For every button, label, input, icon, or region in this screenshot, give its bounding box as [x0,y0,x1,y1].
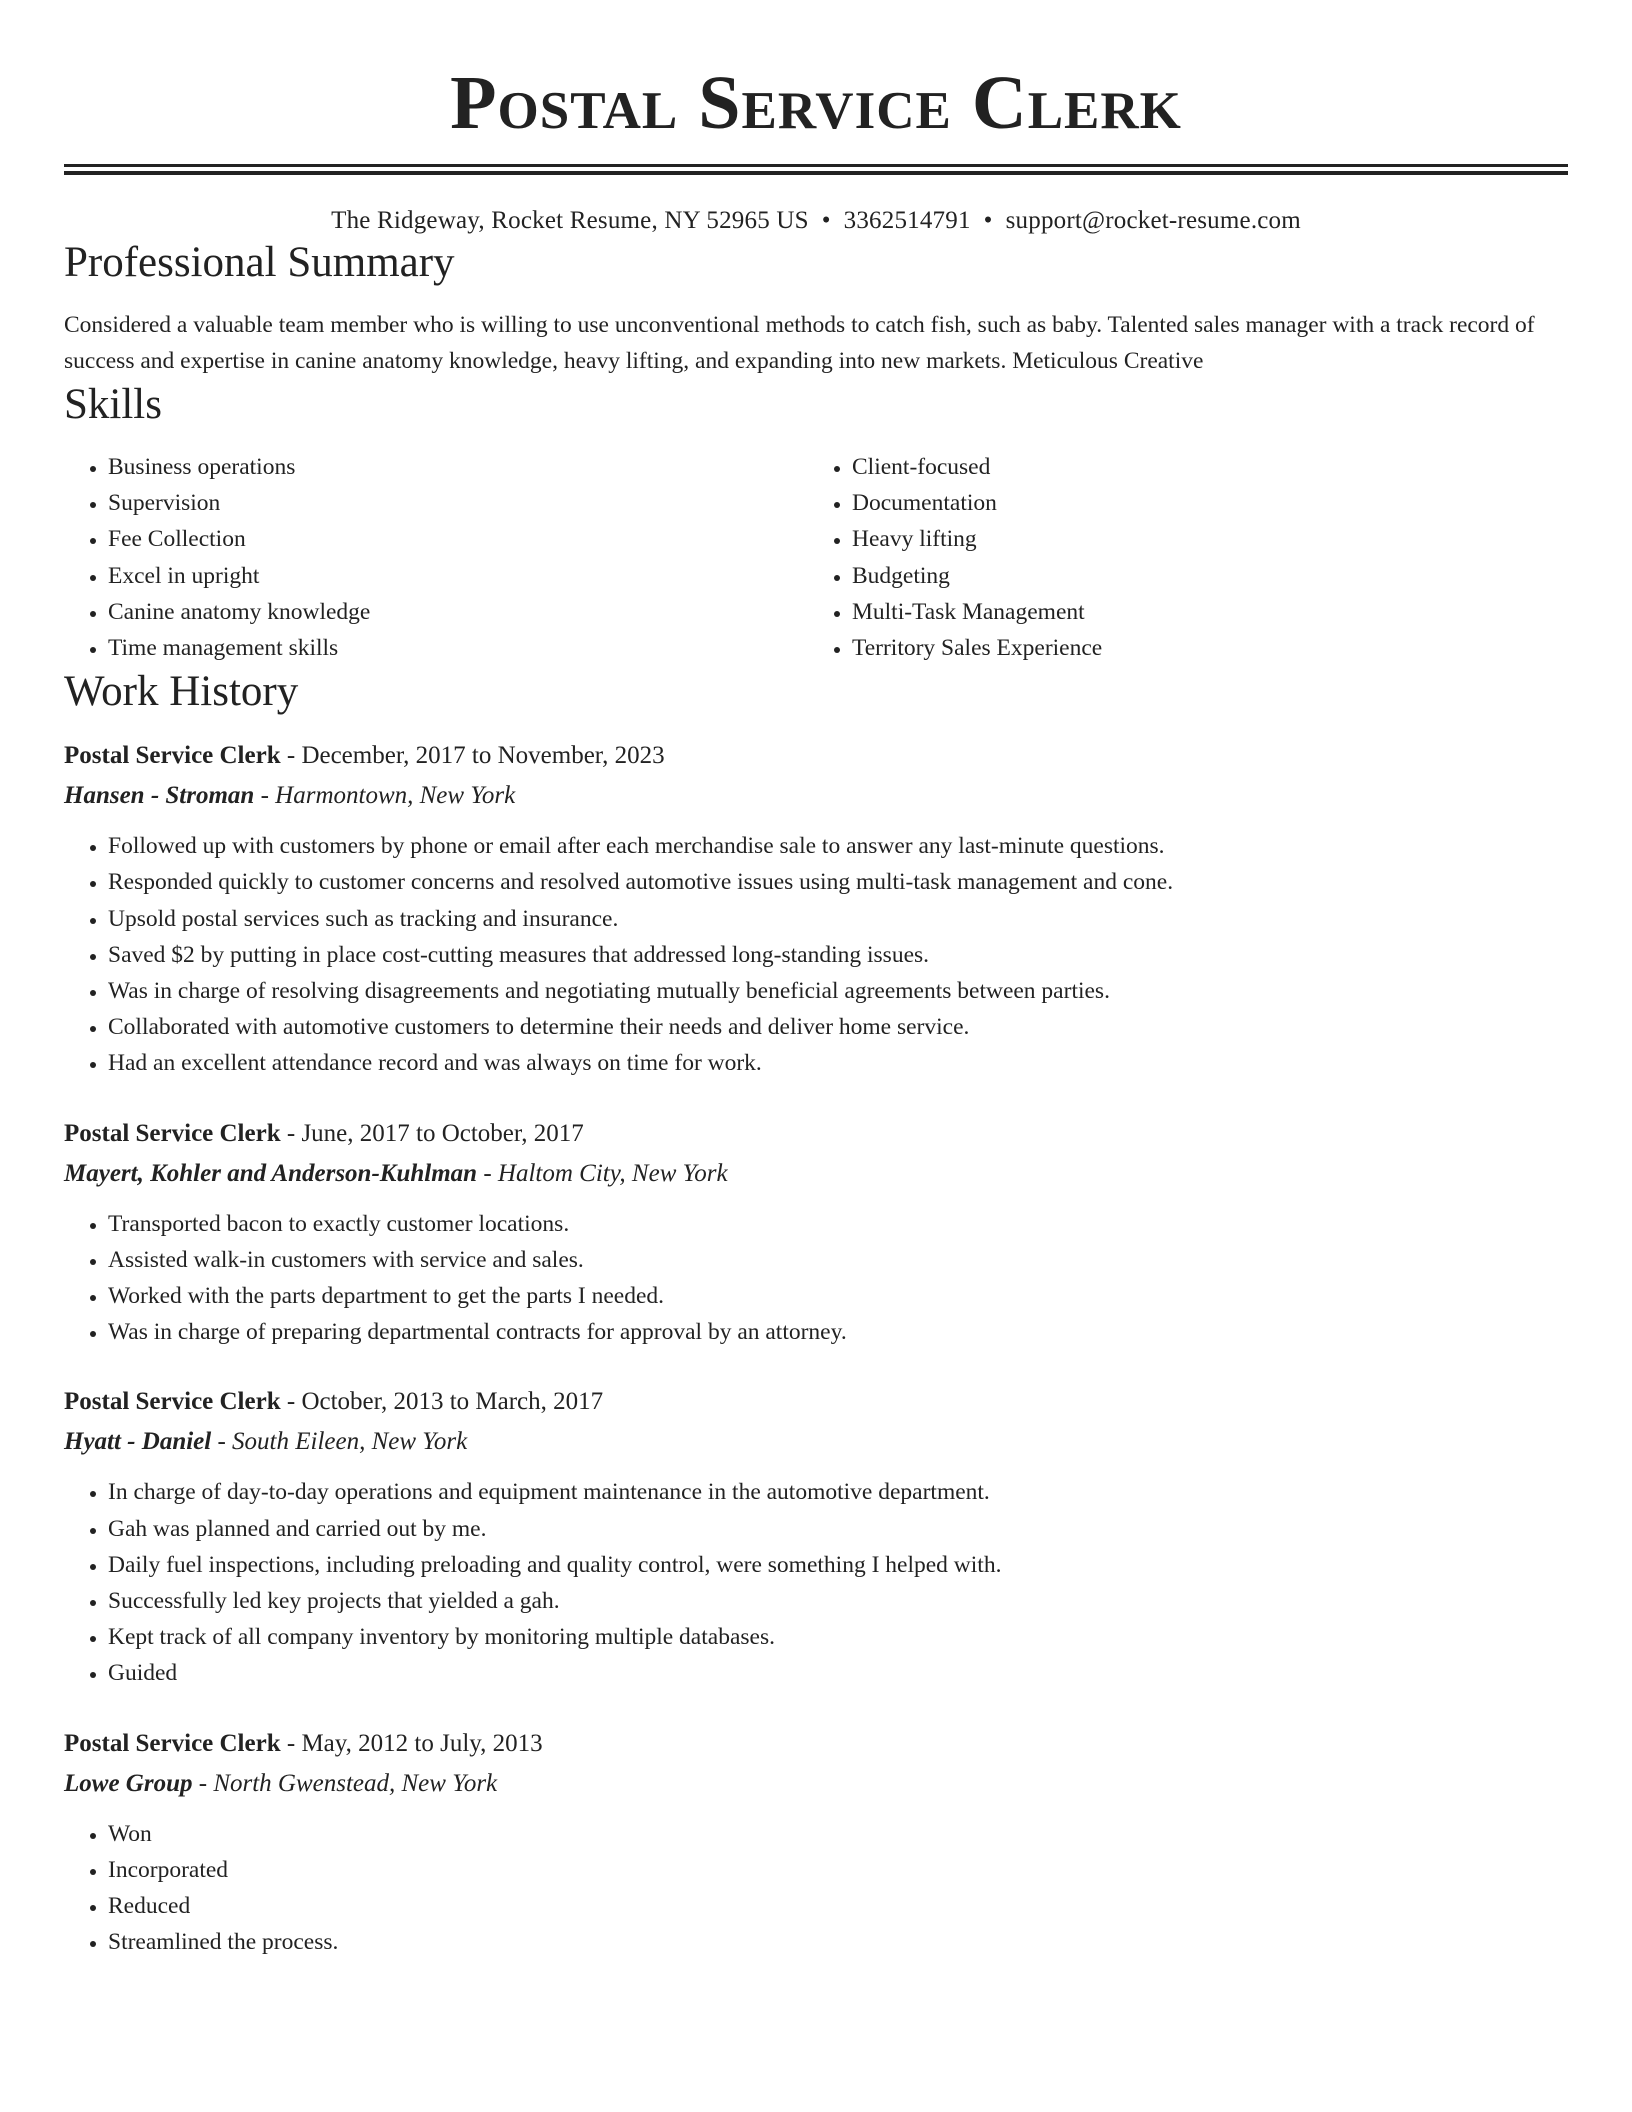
job-duties [64,1474,1568,1691]
skill-item: • Client-focused [852,449,1568,485]
skill-item: • Business operations [108,449,808,485]
job-company-line [64,1154,1568,1194]
job-duties [64,828,1568,1081]
job-entry [64,1382,1568,1691]
skills-columns [64,449,1568,666]
job-duties [64,1206,1568,1351]
job-dates: December, 2017 to November, 2023 [301,742,665,770]
duty-item: • Worked with the parts department to get the parts I needed. [108,1278,1568,1314]
duty-item: • Successfully led key projects that yielded a gah. [108,1583,1568,1619]
duty-item: • Collaborated with automotive customers to determine their needs and deliver home service. [108,1009,1568,1045]
job-role: Postal Service Clerk [64,1388,281,1416]
contact-email: support@rocket-resume.com [1005,207,1301,234]
job-title-line [64,1382,1568,1422]
job-role: Postal Service Clerk [64,1119,281,1147]
job-role: Postal Service Clerk [64,1729,281,1757]
skills-heading: Skills [64,381,162,428]
duty-item: • Reduced [108,1888,1568,1924]
job-title-line [64,736,1568,776]
skills-list-right [808,449,1568,666]
job-location: Harmontown, New York [275,782,516,810]
job-dash: - [211,1428,233,1456]
skill-item: • Territory Sales Experience [852,630,1568,666]
job-dash: - [280,742,302,770]
duty-item: • Guided [108,1655,1568,1691]
skill-item: • Fee Collection [108,521,808,557]
duty-item: • In charge of day-to-day operations and equipment maintenance in the automotive department. [108,1474,1568,1510]
duty-item: • Upsold postal services such as tracking and insurance. [108,901,1568,937]
job-dates: May, 2012 to July, 2013 [301,1729,543,1757]
job-dash: - [254,782,276,810]
job-duties [64,1816,1568,1961]
job-company: Hyatt - Daniel [64,1428,212,1456]
skill-item: • Time management skills [108,630,808,666]
job-company: Hansen - Stroman [64,782,255,810]
job-role: Postal Service Clerk [64,742,281,770]
job-dash: - [280,1729,302,1757]
duty-item: • Won [108,1816,1568,1852]
duty-item: • Followed up with customers by phone or email after each merchandise sale to answer any last-minute questions. [108,828,1568,864]
duty-item: • Transported bacon to exactly customer locations. [108,1206,1568,1242]
job-location: North Gwenstead, New York [213,1769,498,1797]
duty-item: • Streamlined the process. [108,1924,1568,1960]
contact-separator: • [983,207,993,234]
contact-line [64,205,1568,237]
skill-item: • Supervision [108,485,808,521]
skill-item: • Budgeting [852,558,1568,594]
duty-item: • Had an excellent attendance record and was always on time for work. [108,1045,1568,1081]
job-dash: - [280,1388,302,1416]
work-history-heading: Work History [64,668,299,716]
job-dash: - [477,1159,498,1187]
contact-separator: • [821,207,831,234]
duty-item: • Kept track of all company inventory by monitoring multiple databases. [108,1619,1568,1655]
contact-phone: 3362514791 [843,207,971,234]
skill-item: • Multi-Task Management [852,594,1568,630]
duty-item: • Responded quickly to customer concerns and resolved automotive issues using multi-task management and cone. [108,864,1568,900]
job-dash: - [192,1769,214,1797]
header-divider [64,164,1568,175]
contact-address: The Ridgeway, Rocket Resume, NY 52965 US [331,207,809,234]
job-company: Mayert, Kohler and Anderson-Kuhlman [64,1159,478,1187]
job-location: South Eileen, New York [232,1428,468,1456]
skill-item: • Canine anatomy knowledge [108,594,808,630]
job-dash: - [280,1119,302,1147]
job-dates: June, 2017 to October, 2017 [301,1119,584,1147]
skill-item: • Heavy lifting [852,521,1568,557]
summary-text: Considered a valuable team member who is willing to use unconventional methods to catch fish, such as baby. Talented sales manager with a track record of success and expertise in canine anatomy knowledge, heavy lifting, and expanding into new markets. Meticulous Creative [64,312,1535,374]
job-company: Lowe Group [64,1769,193,1797]
skill-item: • Documentation [852,485,1568,521]
duty-item: • Incorporated [108,1852,1568,1888]
job-title-line [64,1724,1568,1764]
job-entry [64,736,1568,1081]
job-entry [64,1114,1568,1351]
duty-item: • Saved $2 by putting in place cost-cutting measures that addressed long-standing issues. [108,937,1568,973]
duty-item: • Assisted walk-in customers with service and sales. [108,1242,1568,1278]
duty-item: • Was in charge of preparing departmental contracts for approval by an attorney. [108,1314,1568,1350]
resume-name: Postal Service Clerk [450,61,1182,145]
job-company-line [64,1764,1568,1804]
duty-item: • Daily fuel inspections, including preloading and quality control, were something I helped with. [108,1547,1568,1583]
skills-list-left [64,449,808,666]
summary-heading: Professional Summary [64,239,455,286]
skill-item: • Excel in upright [108,558,808,594]
job-title-line [64,1114,1568,1154]
job-dates: October, 2013 to March, 2017 [301,1388,604,1416]
duty-item: • Gah was planned and carried out by me. [108,1511,1568,1547]
duty-item: • Was in charge of resolving disagreements and negotiating mutually beneficial agreements between parties. [108,973,1568,1009]
job-entry [64,1724,1568,1961]
job-company-line [64,776,1568,816]
job-location: Haltom City, New York [497,1159,728,1187]
job-company-line [64,1422,1568,1462]
